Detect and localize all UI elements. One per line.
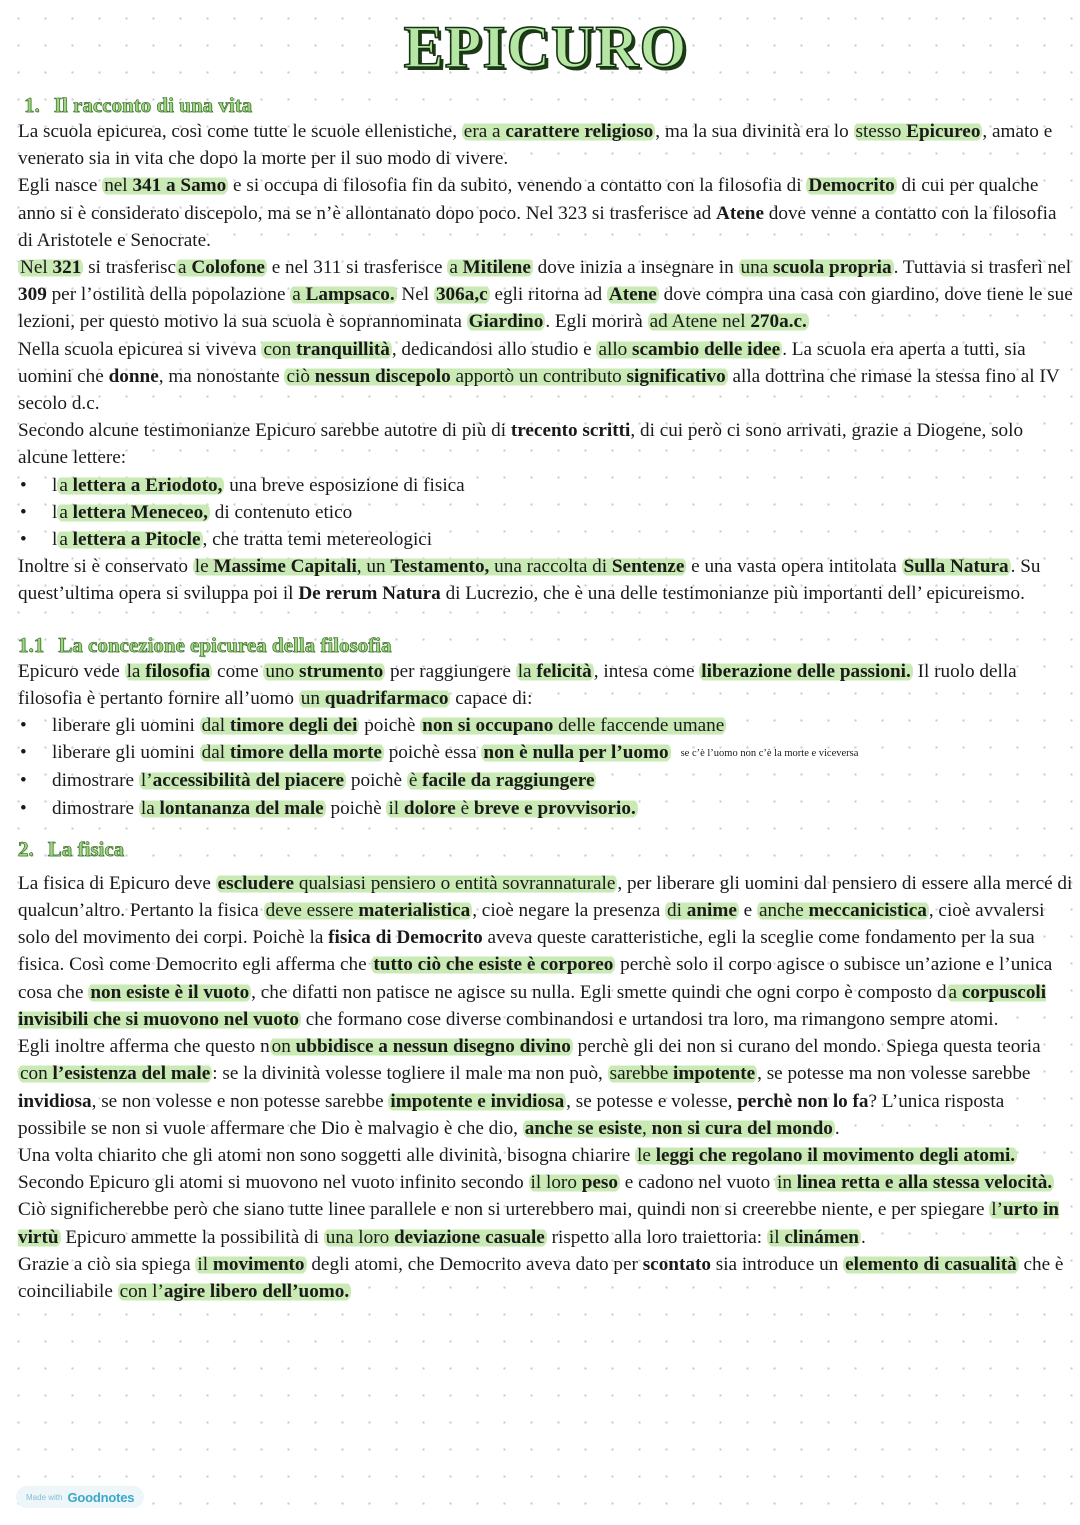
bold-text: anche se esiste: [524, 1117, 642, 1139]
paragraph: [18, 336, 1073, 418]
bold-text: impotente: [673, 1063, 756, 1085]
text: dimostrare: [52, 770, 139, 792]
text: , che tratta temi metereologici: [202, 529, 433, 551]
bold-text: deviazione casuale: [393, 1226, 545, 1248]
bold-text: Sentenze: [611, 556, 685, 578]
highlight: [608, 1063, 757, 1084]
highlight-bold: Atene: [608, 284, 657, 306]
bold-text: escludere: [217, 872, 295, 894]
section-number: 1.: [24, 93, 40, 117]
highlight: [516, 661, 594, 682]
text: un: [300, 687, 325, 709]
highlight: [139, 770, 346, 791]
section-number: 1.1: [18, 632, 45, 657]
bold-text: corpuscoli invisibili che si muovono nel vuoto: [18, 981, 1047, 1030]
text: Il ruolo della filosofia è pertanto fornire all’uomo: [18, 660, 1017, 709]
text: che è coinciliabile: [18, 1253, 1064, 1302]
highlight: [263, 661, 385, 682]
highlight: [299, 688, 451, 709]
highlight: [386, 798, 637, 819]
bold-text: lontananza del male: [159, 797, 324, 819]
paragraph: [18, 553, 1073, 607]
highlight: [290, 284, 396, 305]
bold-text: clinámen: [784, 1226, 859, 1248]
text: , intesa come: [593, 660, 700, 682]
text: dimostrare: [52, 797, 139, 819]
highlight: [596, 339, 782, 360]
bold-text: Atene: [716, 202, 764, 224]
notes-page: [18, 6, 1073, 1305]
section-number: 2.: [18, 836, 34, 861]
text: con: [263, 338, 296, 360]
highlight: [739, 257, 894, 278]
text: , se potesse e volesse,: [566, 1090, 738, 1112]
highlight-bold: tutto ciò che esiste è corporeo: [373, 954, 614, 976]
text: una raccolta di: [489, 556, 612, 578]
highlight-bold: Giardino: [468, 311, 544, 333]
text: , cioè negare la presenza: [472, 900, 666, 922]
bold-text: dolore: [403, 797, 456, 819]
text: La fisica di Epicuro deve: [18, 872, 216, 894]
highlight-bold: Sulla Natura: [903, 556, 1009, 578]
paragraph: [18, 417, 1073, 471]
text: ad Atene nel: [649, 311, 751, 333]
highlight: [854, 121, 983, 142]
text: dove compra una casa con giardino, dove tiene le sue lezioni, per questo motivo la sua scuola è soprannominata: [18, 284, 1073, 333]
text: anche: [759, 900, 809, 922]
text: qualsiasi pensiero o entità sovrannaturale: [294, 872, 616, 894]
highlight: [261, 339, 391, 360]
paragraph: [18, 1142, 1073, 1251]
bold-text: ubbidisce a nessun disegno divino: [295, 1036, 571, 1058]
section-heading-2: [18, 836, 1073, 862]
text: Epicuro vede: [18, 660, 125, 682]
text: , per liberare gli uomini dal pensiero di essere alla mercé di qualcun’altro. Pertanto la fisica: [18, 872, 1073, 922]
text: liberare gli uomini: [52, 715, 200, 737]
bold-text: movimento: [212, 1253, 305, 1275]
bold-text: donne: [108, 365, 159, 387]
text: a: [948, 981, 962, 1003]
text: a: [449, 257, 463, 279]
list-item: [18, 712, 1073, 739]
bold-text: scontato: [642, 1253, 711, 1275]
highlight: [139, 798, 326, 819]
highlight: [216, 873, 618, 894]
bold-text: Colofone: [191, 257, 265, 279]
highlight: [665, 900, 739, 921]
text: perchè solo il corpo agisce o subisce un’azione e l’unica cosa che: [18, 954, 1053, 1003]
text: .: [860, 1226, 866, 1248]
bold-text: urto in virtù: [18, 1199, 1059, 1248]
text: Nel: [396, 284, 434, 306]
highlight: [18, 1063, 212, 1084]
highlight: [57, 502, 210, 523]
highlight-bold: 306a,c: [435, 284, 488, 306]
text: le: [194, 556, 214, 578]
paragraph: [18, 1033, 1073, 1142]
bold-text: accessibilità del piacere: [152, 770, 345, 792]
highlight: [270, 1036, 573, 1057]
text: aveva queste caratteristiche, egli la sceglie come fondamento per la sua fisica. Così come Democrito egli afferma che: [18, 927, 1035, 976]
text: a: [59, 501, 73, 523]
bold-text: lettera Meneceo,: [72, 501, 208, 523]
text: a: [178, 257, 192, 279]
list-item: [18, 767, 1073, 794]
highlight-bold: Democrito: [808, 175, 895, 197]
bold-text: Testamento,: [390, 556, 490, 578]
text: l’: [140, 770, 153, 792]
highlight: [648, 311, 809, 332]
text: per raggiungere: [385, 660, 516, 682]
highlight: [195, 1254, 306, 1275]
bold-text: non si occupano: [422, 715, 554, 737]
text: e si occupa di filosofia fin da subito, venendo a contatto con la filosofia di: [228, 175, 807, 197]
bold-text: 270a.c.: [750, 311, 807, 333]
text: sia introduce un: [710, 1253, 844, 1275]
text: la: [140, 797, 160, 819]
bold-text: fisica di Democrito: [328, 927, 483, 949]
text: è: [408, 770, 423, 792]
text: perchè gli dei non si curano del mondo. Spiega questa teoria: [572, 1036, 1041, 1058]
section-heading-1-1: [18, 632, 1073, 658]
text: la: [126, 660, 146, 682]
highlight: [176, 257, 267, 278]
highlight: [125, 661, 213, 682]
text: e nel 311 si trasferisce: [266, 257, 448, 279]
text: il: [768, 1226, 785, 1248]
highlight: [767, 1227, 861, 1248]
bold-text: nessun discepolo: [314, 365, 451, 387]
text: ,: [642, 1117, 652, 1139]
text: degli atomi, che Democrito aveva dato per: [306, 1253, 643, 1275]
text: dove venne a contatto con la filosofia di Aristotele e Senocrate.: [18, 202, 1057, 251]
text: , se potesse ma non volesse sarebbe: [757, 1063, 1031, 1085]
highlight: [57, 475, 224, 496]
highlight: [57, 529, 202, 550]
bold-text: carattere religioso: [505, 121, 654, 142]
bold-text: felicità: [536, 660, 592, 682]
bold-text: breve e provvisorio.: [473, 797, 636, 819]
list-item: [18, 499, 1073, 526]
text: on: [271, 1036, 296, 1058]
text: dal: [201, 715, 230, 737]
text: . Egli morirà: [545, 311, 648, 333]
paragraph: [18, 254, 1073, 336]
text: , un: [356, 556, 391, 578]
text: si trasferisc: [83, 257, 177, 279]
bold-text: invidiosa: [18, 1090, 92, 1112]
text: le: [637, 1144, 656, 1166]
highlight: [118, 1281, 352, 1302]
bold-text: facile da raggiungere: [422, 770, 595, 792]
text: , ma la sua divinità era lo: [655, 121, 854, 142]
highlight: [635, 1145, 1017, 1166]
bold-text: linea retta e alla stessa velocità.: [796, 1172, 1053, 1194]
text: di Lucrezio, che è una delle testimonianze più importanti dell’ epicureismo.: [440, 583, 1025, 605]
bold-text: meccanicistica: [808, 900, 927, 922]
text: dove inizia a insegnare in: [532, 257, 739, 279]
text: poichè essa: [383, 742, 482, 764]
highlight-bold: liberazione delle passioni.: [701, 660, 911, 682]
text: apportò un contributo: [450, 365, 627, 387]
bold-text: tranquillità: [296, 338, 390, 360]
bold-text: filosofia: [145, 660, 211, 682]
text: Secondo Epicuro gli atomi si muovono nel vuoto infinito secondo: [18, 1172, 529, 1194]
highlight-bold: elemento di casualità: [845, 1253, 1017, 1275]
highlight: [264, 900, 473, 921]
highlight: [102, 175, 228, 196]
text: l: [52, 529, 58, 551]
text: , amato e venerato sia in vita che dopo la morte per il suo modo di vivere.: [18, 121, 1053, 170]
highlight: [462, 121, 655, 142]
text: . La scuola era aperta a tutti, sia uomini che: [18, 338, 1026, 387]
text: per l’ostilità della popolazione: [46, 284, 291, 306]
bold-text: Lampsaco.: [305, 284, 395, 306]
text: in: [777, 1172, 797, 1194]
text: Egli inoltre afferma che questo n: [18, 1036, 270, 1058]
paragraph: [18, 118, 1073, 172]
section-heading-1: [24, 92, 1073, 118]
bold-text: Mitilene: [462, 257, 531, 279]
text: rispetto alla loro traiettoria:: [546, 1226, 767, 1248]
text: La scuola epicurea, così come tutte le scuole ellenistiche,: [18, 121, 462, 142]
text: nel: [104, 175, 133, 197]
bold-text: lettera a Eriodoto,: [72, 474, 223, 496]
highlight: [324, 1227, 547, 1248]
bold-text: 309: [18, 284, 47, 306]
highlight: [523, 1118, 835, 1139]
text: Nella scuola epicurea si viveva: [18, 338, 262, 360]
text: . Su quest’ultima opera si sviluppa poi il: [18, 556, 1041, 605]
bold-text: perchè non lo fa: [737, 1090, 869, 1112]
text: uno: [265, 660, 299, 682]
text: di contenuto etico: [209, 501, 353, 523]
goodnotes-badge: [16, 1486, 144, 1508]
text: come: [212, 660, 264, 682]
text: a: [292, 284, 306, 306]
text: di cui per qualche anno si è considerato discepolo, ma se n’è allontanato dopo poco. Nel 323 si trasferisce ad: [18, 175, 1039, 224]
text: una breve esposizione di fisica: [224, 474, 465, 496]
bold-text: timore della morte: [229, 742, 382, 764]
bold-text: l’esistenza del male: [52, 1063, 211, 1085]
highlight: [447, 257, 533, 278]
text: e: [738, 900, 757, 922]
text: una loro: [325, 1226, 394, 1248]
text: Inoltre si è conservato: [18, 556, 193, 578]
bold-text: materialistica: [358, 900, 471, 922]
text: Secondo alcune testimonianze Epicuro sarebbe autotre di più di: [18, 420, 511, 442]
text: allo: [598, 338, 633, 360]
text: e cadono nel vuoto: [619, 1172, 776, 1194]
text: e una vasta opera intitolata: [686, 556, 902, 578]
text: : se la divinità volesse togliere il male ma non può,: [212, 1063, 608, 1085]
text: la: [517, 660, 537, 682]
text: Ciò significherebbe però che siano tutte linee parallele e non si urterebbero mai, quindi non si creerebbe niente, e per spiegare: [18, 1199, 990, 1221]
bold-text: De rerum Natura: [298, 583, 441, 605]
text: sarebbe: [609, 1063, 674, 1085]
text: che formano cose diverse combinandosi e urtandosi tra loro, ma rimangono sempre atomi.: [300, 1008, 999, 1030]
text: con: [20, 1063, 53, 1085]
text: Egli nasce: [18, 175, 103, 197]
text: l’: [991, 1199, 1003, 1221]
bold-text: strumento: [298, 660, 384, 682]
highlight: [407, 770, 597, 791]
text: di: [667, 900, 687, 922]
text: liberare gli uomini: [52, 742, 200, 764]
highlight: [200, 715, 360, 736]
text: poichè: [346, 770, 407, 792]
text: , ma nonostante: [158, 365, 285, 387]
highlight: [757, 900, 929, 921]
text: l: [52, 474, 58, 496]
bold-text: scuola propria: [773, 257, 892, 279]
paragraph: [18, 658, 1073, 712]
text: Una volta chiarito che gli atomi non sono soggetti alle divinità, bisogna chiarire: [18, 1144, 636, 1166]
highlight: [775, 1172, 1054, 1193]
bold-text: significativo: [626, 365, 726, 387]
text: ciò: [286, 365, 315, 387]
text: poichè: [325, 797, 387, 819]
text: a: [59, 529, 73, 551]
text: l: [52, 501, 58, 523]
badge-small-text: Made with: [26, 1492, 63, 1502]
bold-text: anime: [686, 900, 737, 922]
highlight: [529, 1172, 620, 1193]
text: , di cui però ci sono arrivati, grazie a Diogene, solo alcune lettere:: [18, 420, 1024, 469]
text: deve essere: [265, 900, 359, 922]
text: , dedicandosi allo studio e: [391, 338, 597, 360]
text: è: [455, 797, 474, 819]
highlight-bold: non è nulla per l’uomo: [483, 742, 669, 764]
bold-text: agire libero dell’uomo.: [163, 1280, 350, 1302]
text: poichè: [359, 715, 421, 737]
text: il loro: [530, 1172, 582, 1194]
bold-text: non si cura del mondo: [651, 1117, 833, 1139]
text: una: [740, 257, 774, 279]
section-label: Il racconto di una vita: [53, 93, 253, 117]
text: Epicuro ammette la possibilità di: [60, 1226, 324, 1248]
text: con l’: [119, 1280, 164, 1302]
highlight: [200, 742, 384, 763]
list-item: [18, 739, 1073, 767]
text: il: [388, 797, 404, 819]
text: . Tuttavia si trasferì nel: [893, 257, 1072, 279]
paragraph: [18, 870, 1073, 1033]
text: , se non volesse e non potesse sarebbe: [91, 1090, 389, 1112]
text: capace di:: [450, 687, 533, 709]
list-item: [18, 472, 1073, 499]
text: .: [834, 1117, 840, 1139]
highlight: [193, 556, 687, 577]
text: , che difatti non patisce ne agisce su nulla. Egli smette quindi che ogni corpo è composto d: [251, 981, 947, 1003]
section-label: La concezione epicurea della filosofia: [58, 632, 392, 657]
bold-text: quadrifarmaco: [324, 687, 449, 709]
bold-text: leggi che regolano il movimento degli atomi.: [655, 1144, 1016, 1166]
text: il: [197, 1253, 213, 1275]
highlight: [18, 257, 83, 278]
text: dal: [201, 742, 230, 764]
section-label: La fisica: [47, 836, 125, 861]
text: Grazie a ciò sia spiega: [18, 1253, 196, 1275]
bold-text: Massime Capitali: [213, 556, 357, 578]
text: ? L’unica risposta possibile se non si vuole affermare che Dio è malvagio è che dio,: [18, 1090, 1005, 1139]
highlight: [420, 715, 726, 736]
badge-brand: Goodnotes: [67, 1489, 135, 1505]
list-item: [18, 526, 1073, 553]
bold-text: lettera a Pitocle: [72, 529, 201, 551]
side-note: se c’è l’uomo non c’è la morte e viceversa: [680, 748, 859, 760]
bold-text: peso: [581, 1172, 618, 1194]
highlight: [284, 366, 727, 387]
text: era a: [463, 121, 506, 142]
page-title: EPICURO: [403, 14, 688, 80]
text: , cioè avvalersi solo del movimento dei corpi. Poichè la: [18, 900, 1045, 949]
bold-text: Epicureo: [906, 121, 981, 142]
bold-text: 341 a Samo: [132, 175, 227, 197]
text: alla dottrina che rimase la stessa fino al IV secolo d.c.: [18, 365, 1060, 415]
text: delle faccende umane: [553, 715, 725, 737]
text: Nel: [20, 257, 53, 279]
list-item: [18, 795, 1073, 822]
bold-text: scambio delle idee: [632, 338, 781, 360]
paragraph: [18, 1251, 1073, 1305]
text: egli ritorna ad: [489, 284, 607, 306]
text: a: [59, 474, 73, 496]
bold-text: timore degli dei: [229, 715, 358, 737]
highlight-bold: non esiste è il vuoto: [90, 981, 250, 1003]
bold-text: trecento scritti: [510, 420, 631, 442]
highlight-bold: impotente e invidiosa: [390, 1090, 565, 1112]
bold-text: 321: [52, 257, 82, 279]
text: stesso: [855, 121, 907, 142]
paragraph: [18, 172, 1073, 254]
